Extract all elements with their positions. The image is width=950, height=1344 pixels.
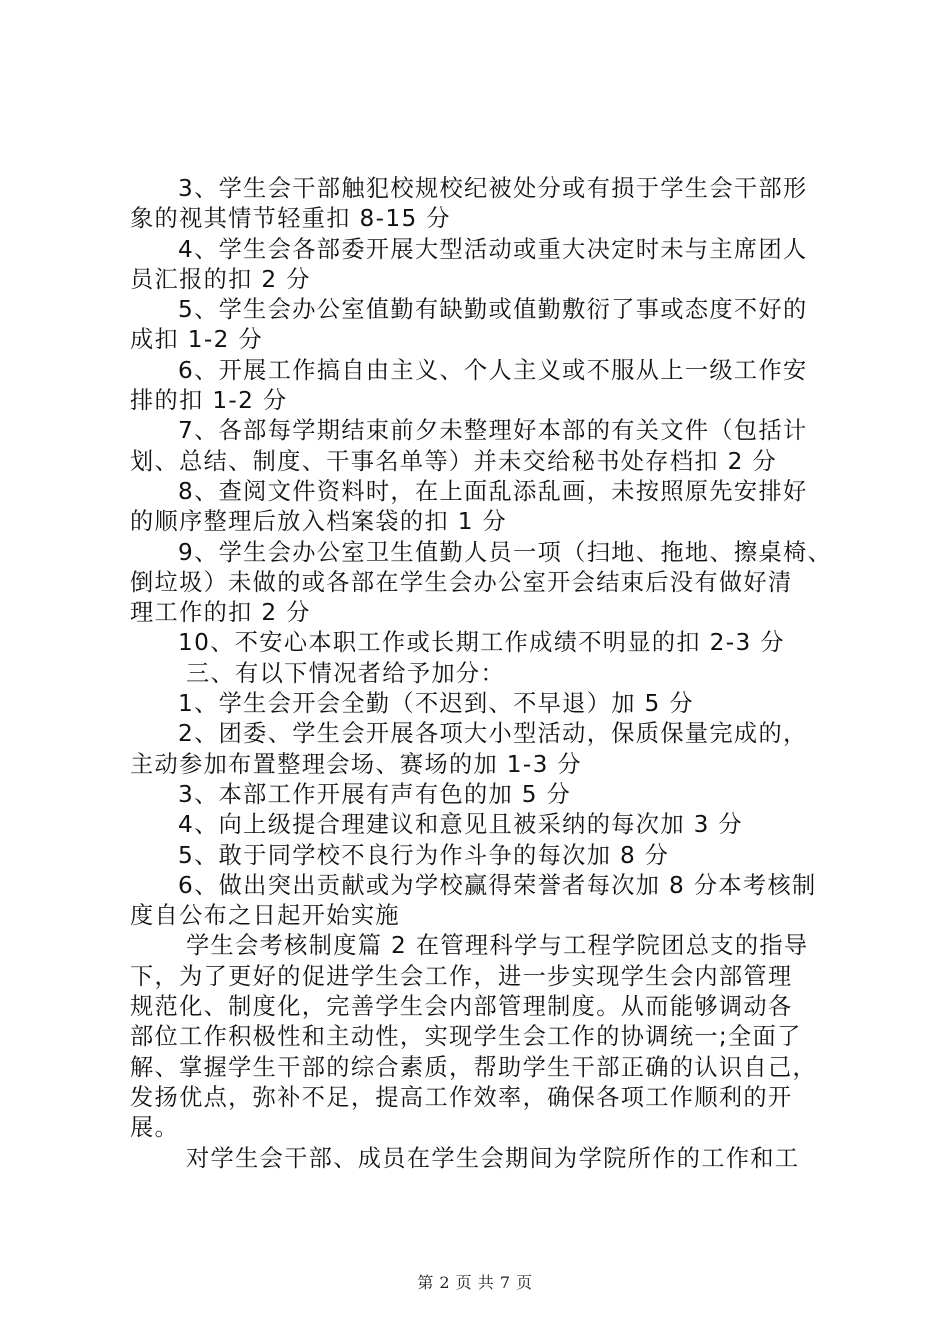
text-line: 6、做出突出贡献或为学校赢得荣誉者每次加 8 分本考核制 — [178, 871, 817, 899]
text-line: 学生会考核制度篇 2 在管理科学与工程学院团总支的指导 — [186, 932, 809, 960]
text-line: 的顺序整理后放入档案袋的扣 1 分 — [130, 508, 508, 536]
text-line: 排的扣 1-2 分 — [130, 387, 288, 415]
text-line: 划、总结、制度、干事名单等）并未交给秘书处存档扣 2 分 — [130, 447, 777, 475]
text-line: 度自公布之日起开始实施 — [130, 902, 400, 930]
text-line: 理工作的扣 2 分 — [130, 599, 311, 627]
text-line: 6、开展工作搞自由主义、个人主义或不服从上一级工作安 — [178, 356, 808, 384]
text-line: 4、向上级提合理建议和意见且被采纳的每次加 3 分 — [178, 811, 743, 839]
text-line: 象的视其情节轻重扣 8-15 分 — [130, 205, 451, 233]
text-line: 对学生会干部、成员在学生会期间为学院所作的工作和工 — [186, 1144, 800, 1172]
text-line: 主动参加布置整理会场、赛场的加 1-3 分 — [130, 750, 582, 778]
text-line: 发扬优点，弥补不足，提高工作效率，确保各项工作顺利的开 — [130, 1083, 793, 1111]
document-body — [130, 174, 833, 1174]
text-line: 三、有以下情况者给予加分： — [186, 659, 505, 687]
text-line: 下，为了更好的促进学生会工作，进一步实现学生会内部管理 — [130, 962, 793, 990]
text-line: 倒垃圾）未做的或各部在学生会办公室开会结束后没有做好清 — [130, 568, 793, 596]
text-line: 9、学生会办公室卫生值勤人员一项（扫地、拖地、擦桌椅、 — [178, 538, 833, 566]
text-line: 3、本部工作开展有声有色的加 5 分 — [178, 780, 572, 808]
page-footer: 第 2 页 共 7 页 — [417, 1273, 533, 1292]
text-line: 部位工作积极性和主动性，实现学生会工作的协调统一;全面了 — [130, 1023, 802, 1051]
text-line: 3、学生会干部触犯校规校纪被处分或有损于学生会干部形 — [178, 175, 808, 202]
text-line: 7、各部每学期结束前夕未整理好本部的有关文件（包括计 — [178, 417, 808, 445]
text-line: 规范化、制度化，完善学生会内部管理制度。从而能够调动各 — [130, 993, 793, 1021]
text-line: 1、学生会开会全勤（不迟到、不早退）加 5 分 — [178, 690, 694, 718]
text-line: 8、查阅文件资料时，在上面乱添乱画，未按照原先安排好 — [178, 477, 808, 505]
text-line: 展。 — [130, 1114, 180, 1142]
text-line: 10、不安心本职工作或长期工作成绩不明显的扣 2-3 分 — [178, 629, 785, 657]
text-line: 5、学生会办公室值勤有缺勤或值勤敷衍了事或态度不好的 — [178, 296, 808, 324]
text-line: 2、团委、学生会开展各项大小型活动，保质保量完成的， — [178, 720, 808, 748]
text-line: 5、敢于同学校不良行为作斗争的每次加 8 分 — [178, 841, 670, 869]
text-line: 4、学生会各部委开展大型活动或重大决定时未与主席团人 — [178, 235, 808, 263]
text-line: 解、掌握学生干部的综合素质，帮助学生干部正确的认识自己， — [130, 1053, 818, 1081]
text-line: 成扣 1-2 分 — [130, 326, 263, 354]
text-line: 员汇报的扣 2 分 — [130, 265, 311, 293]
